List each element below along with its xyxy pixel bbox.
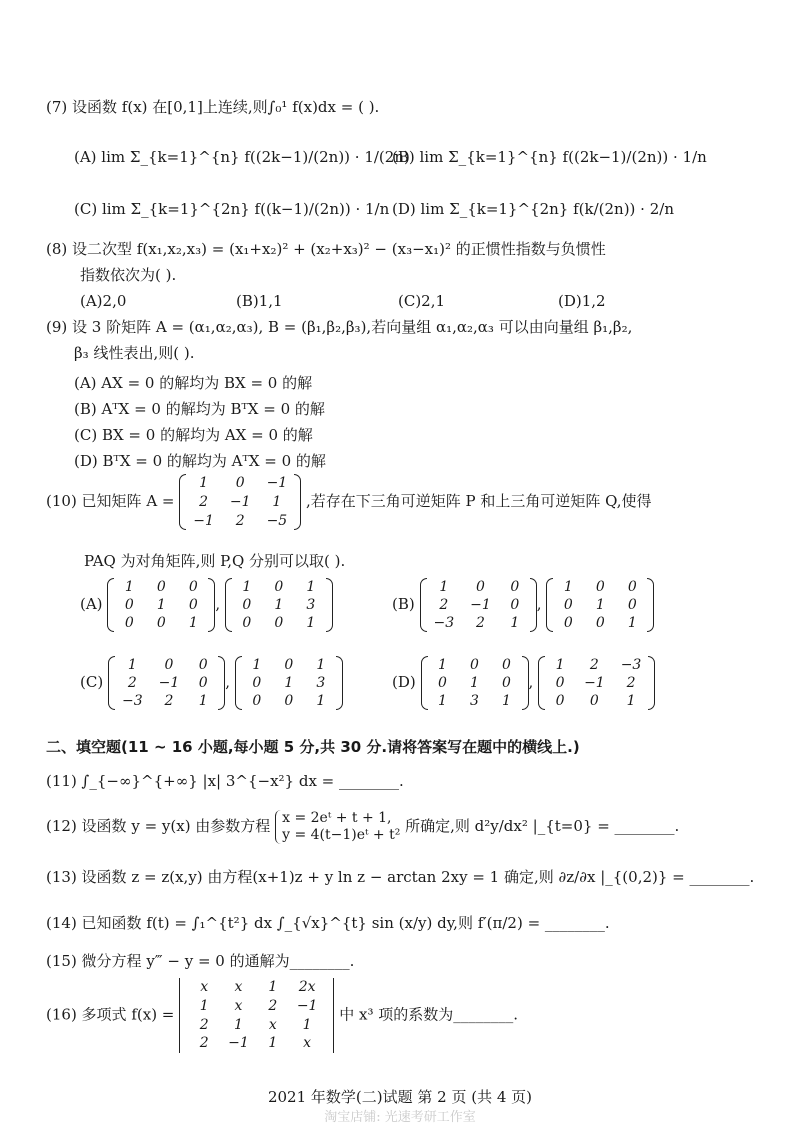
q10-option-a-label: (A) bbox=[80, 595, 103, 613]
matrix-cell: −3 bbox=[433, 615, 455, 631]
matrix-cell: 0 bbox=[563, 597, 573, 613]
matrix-cell: x bbox=[303, 1035, 312, 1052]
matrix-cell: 0 bbox=[252, 693, 262, 709]
matrix-cell: 0 bbox=[555, 675, 565, 691]
matrix-cell: 2x bbox=[298, 979, 316, 995]
matrix-cell: 1 bbox=[439, 579, 449, 595]
matrix-cell: 1 bbox=[438, 693, 447, 709]
matrix-cell: 1 bbox=[306, 579, 316, 595]
matrix-cell: 1 bbox=[302, 1016, 312, 1033]
matrix-cell: 0 bbox=[476, 579, 485, 595]
q9-option-a: (A) AX = 0 的解均为 BX = 0 的解 bbox=[74, 374, 313, 392]
matrix-cell: x bbox=[200, 979, 209, 995]
matrix-cell: 0 bbox=[242, 615, 252, 631]
matrix-cell: 0 bbox=[274, 615, 284, 631]
matrix-cell: 1 bbox=[272, 493, 282, 510]
matrix-cell: 0 bbox=[284, 657, 294, 673]
matrix-cell: 0 bbox=[502, 675, 511, 691]
matrix-cell: 1 bbox=[199, 997, 209, 1014]
matrix-cell: 2 bbox=[439, 597, 449, 613]
q10-option-a-matrix-q bbox=[225, 578, 333, 632]
matrix-cell: 0 bbox=[242, 597, 252, 613]
matrix-cell: 2 bbox=[199, 493, 209, 510]
matrix-cell: 0 bbox=[563, 615, 573, 631]
matrix-cell: 1 bbox=[242, 579, 252, 595]
matrix-cell: 3 bbox=[470, 693, 479, 709]
q12-pre: (12) 设函数 y = y(x) 由参数方程 bbox=[46, 816, 271, 835]
matrix-cell: 1 bbox=[502, 693, 511, 709]
matrix-cell: −1 bbox=[193, 512, 214, 529]
matrix-cell: 0 bbox=[156, 579, 166, 595]
matrix-cell: 0 bbox=[284, 693, 294, 709]
matrix-cell: 1 bbox=[306, 615, 316, 631]
q10-option-c-matrix-q bbox=[235, 656, 343, 710]
q8-option-d: (D)1,2 bbox=[558, 292, 606, 310]
matrix-cell: 0 bbox=[198, 657, 208, 673]
q16-determinant bbox=[179, 978, 334, 1053]
matrix-cell: −3 bbox=[121, 693, 143, 709]
matrix-cell: 2 bbox=[199, 1035, 209, 1052]
matrix-cell: 2 bbox=[127, 675, 137, 691]
matrix-cell: 0 bbox=[470, 657, 479, 673]
matrix-cell: 1 bbox=[438, 657, 447, 673]
matrix-cell: 3 bbox=[306, 597, 316, 613]
matrix-cell: x bbox=[234, 997, 243, 1014]
matrix-cell: −1 bbox=[158, 675, 180, 691]
q9-stem-line1: (9) 设 3 阶矩阵 A = (α₁,α₂,α₃), B = (β₁,β₂,β₃),若向量组 α₁,α₂,α₃ 可以由向量组 β₁,β₂, bbox=[46, 318, 633, 336]
q9-stem-line2: β₃ 线性表出,则( ). bbox=[74, 344, 195, 362]
matrix-cell: 0 bbox=[510, 597, 520, 613]
q9-option-d: (D) BᵀX = 0 的解均为 AᵀX = 0 的解 bbox=[74, 452, 326, 470]
q12-system bbox=[275, 810, 400, 844]
matrix-cell: −1 bbox=[229, 493, 251, 510]
watermark: 淘宝店铺: 光速考研工作室 bbox=[324, 1110, 476, 1125]
matrix-cell: −1 bbox=[470, 597, 491, 613]
matrix-cell: 0 bbox=[438, 675, 447, 691]
matrix-cell: 0 bbox=[156, 615, 166, 631]
matrix-cell: 0 bbox=[124, 615, 134, 631]
q16 bbox=[46, 978, 518, 1053]
matrix-cell: 0 bbox=[502, 657, 511, 673]
matrix-cell: 2 bbox=[235, 512, 245, 529]
q7-option-b: (B) lim Σ_{k=1}^{n} f((2k−1)/(2n)) · 1/n bbox=[392, 148, 707, 166]
q10-option-c: (C) 1 0 0 2 −1 0 −3 2 1 , 1 0 1 0 1 3 0 0 1 bbox=[80, 656, 343, 710]
q9-option-b: (B) AᵀX = 0 的解均为 BᵀX = 0 的解 bbox=[74, 400, 325, 418]
q13: (13) 设函数 z = z(x,y) 由方程(x+1)z + y ln z − arctan 2xy = 1 确定,则 ∂z/∂x |_{(0,2)} = ________. bbox=[46, 868, 755, 886]
matrix-cell: 1 bbox=[234, 1016, 243, 1033]
matrix-cell: 2 bbox=[164, 693, 174, 709]
q10-option-a: (A) 1 0 0 0 1 0 0 0 1 , 1 0 1 0 1 3 0 0 1 bbox=[80, 578, 333, 632]
matrix-cell: 1 bbox=[199, 475, 209, 491]
matrix-cell: 1 bbox=[268, 979, 278, 995]
q7-stem: (7) 设函数 f(x) 在[0,1]上连续,则∫₀¹ f(x)dx = ( ). bbox=[46, 98, 380, 116]
matrix-cell: 1 bbox=[284, 675, 294, 691]
matrix-cell: 1 bbox=[156, 597, 166, 613]
q15: (15) 微分方程 y‴ − y = 0 的通解为________. bbox=[46, 952, 355, 970]
matrix-cell: −5 bbox=[266, 512, 288, 529]
matrix-cell: −1 bbox=[228, 1035, 249, 1052]
matrix-cell: 1 bbox=[595, 597, 605, 613]
q10-option-b-matrix-p bbox=[420, 578, 537, 632]
matrix-cell: 2 bbox=[268, 997, 278, 1014]
matrix-cell: 0 bbox=[555, 693, 565, 709]
q10-option-c-matrix-p bbox=[108, 656, 225, 710]
q8-stem-line2: 指数依次为( ). bbox=[80, 266, 177, 284]
matrix-cell: 1 bbox=[626, 693, 636, 709]
matrix-cell: 1 bbox=[627, 615, 637, 631]
q10-option-d: (D) 1 0 0 0 1 0 1 3 1 , 1 2 −3 0 −1 2 0 0 1 bbox=[392, 656, 655, 710]
page-footer: 2021 年数学(二)试题 第 2 页 (共 4 页) bbox=[267, 1088, 533, 1106]
q10-option-b-matrix-q bbox=[546, 578, 654, 632]
q14: (14) 已知函数 f(t) = ∫₁^{t²} dx ∫_{√x}^{t} sin (x/y) dy,则 f′(π/2) = ________. bbox=[46, 914, 610, 932]
matrix-cell: 0 bbox=[198, 675, 208, 691]
matrix-cell: 1 bbox=[316, 693, 326, 709]
q8-stem-line1: (8) 设二次型 f(x₁,x₂,x₃) = (x₁+x₂)² + (x₂+x₃)² − (x₃−x₁)² 的正惯性指数与负惯性 bbox=[46, 240, 606, 258]
matrix-cell: 2 bbox=[199, 1016, 209, 1033]
matrix-cell: 1 bbox=[252, 657, 262, 673]
q9-option-c: (C) BX = 0 的解均为 AX = 0 的解 bbox=[74, 426, 313, 444]
q10-stem-post: ,若存在下三角可逆矩阵 P 和上三角可逆矩阵 Q,使得 bbox=[305, 492, 652, 511]
matrix-cell: 2 bbox=[589, 657, 599, 673]
section-fill-in-title: 二、填空题(11 ~ 16 小题,每小题 5 分,共 30 分.请将答案写在题中的横线上.) bbox=[46, 738, 580, 756]
matrix-cell: x bbox=[268, 1016, 277, 1033]
matrix-cell: 0 bbox=[510, 579, 520, 595]
matrix-cell: 0 bbox=[252, 675, 262, 691]
matrix-cell: −1 bbox=[296, 997, 318, 1014]
matrix-cell: 0 bbox=[589, 693, 599, 709]
matrix-cell: 1 bbox=[124, 579, 134, 595]
q7-option-c: (C) lim Σ_{k=1}^{2n} f((k−1)/(2n)) · 1/n bbox=[74, 200, 390, 218]
q10-matrix-a bbox=[179, 474, 301, 530]
q11: (11) ∫_{−∞}^{+∞} |x| 3^{−x²} dx = ________. bbox=[46, 772, 404, 790]
q10-stem-line2: PAQ 为对角矩阵,则 P,Q 分别可以取( ). bbox=[84, 552, 346, 570]
matrix-cell: 3 bbox=[316, 675, 326, 691]
matrix-cell: 1 bbox=[316, 657, 326, 673]
q10-option-d-matrix-p bbox=[421, 656, 529, 710]
matrix-cell: 0 bbox=[235, 475, 245, 491]
q8-option-a: (A)2,0 bbox=[80, 292, 127, 310]
matrix-cell: 1 bbox=[198, 693, 208, 709]
matrix-cell: 1 bbox=[274, 597, 284, 613]
q12-post: 所确定,则 d²y/dx² |_{t=0} = ________. bbox=[405, 816, 680, 835]
q7-option-d: (D) lim Σ_{k=1}^{2n} f(k/(2n)) · 2/n bbox=[392, 200, 674, 218]
q7-option-a: (A) lim Σ_{k=1}^{n} f((2k−1)/(2n)) · 1/(2n) bbox=[74, 148, 410, 166]
matrix-cell: 0 bbox=[595, 615, 605, 631]
q8-option-c: (C)2,1 bbox=[398, 292, 446, 310]
q16-pre: (16) 多项式 f(x) = bbox=[46, 1005, 175, 1024]
q10-option-b-label: (B) bbox=[392, 595, 415, 613]
q10-option-d-label: (D) bbox=[392, 673, 416, 691]
matrix-cell: 0 bbox=[627, 579, 637, 595]
matrix-cell: 0 bbox=[627, 597, 637, 613]
matrix-cell: 0 bbox=[188, 579, 198, 595]
matrix-cell: 1 bbox=[268, 1035, 278, 1052]
matrix-cell: x bbox=[234, 979, 243, 995]
q10-option-d-matrix-q bbox=[538, 656, 655, 710]
matrix-cell: 1 bbox=[188, 615, 198, 631]
q10-stem bbox=[46, 474, 651, 530]
matrix-cell: 2 bbox=[476, 615, 485, 631]
matrix-cell: −3 bbox=[620, 657, 642, 673]
q10-stem-pre: (10) 已知矩阵 A = bbox=[46, 492, 175, 511]
q12-eq1: x = 2eᵗ + t + 1, bbox=[282, 810, 392, 826]
matrix-cell: 0 bbox=[595, 579, 605, 595]
matrix-cell: −1 bbox=[584, 675, 605, 691]
q12-eq2: y = 4(t−1)eᵗ + t² bbox=[282, 826, 401, 843]
matrix-cell: −1 bbox=[266, 475, 288, 491]
q10-option-a-matrix-p bbox=[107, 578, 215, 632]
q12 bbox=[46, 810, 679, 844]
matrix-cell: 0 bbox=[164, 657, 174, 673]
matrix-cell: 1 bbox=[510, 615, 520, 631]
matrix-cell: 0 bbox=[124, 597, 134, 613]
matrix-cell: 1 bbox=[563, 579, 573, 595]
matrix-cell: 1 bbox=[555, 657, 565, 673]
q16-post: 中 x³ 项的系数为________. bbox=[339, 1005, 519, 1024]
matrix-cell: 0 bbox=[188, 597, 198, 613]
q10-option-b: (B) 1 0 0 2 −1 0 −3 2 1 , 1 0 0 0 1 0 0 0 1 bbox=[392, 578, 654, 632]
matrix-cell: 2 bbox=[626, 675, 636, 691]
q8-option-b: (B)1,1 bbox=[236, 292, 283, 310]
q10-option-c-label: (C) bbox=[80, 673, 104, 691]
matrix-cell: 1 bbox=[127, 657, 137, 673]
matrix-cell: 1 bbox=[470, 675, 479, 691]
matrix-cell: 0 bbox=[274, 579, 284, 595]
